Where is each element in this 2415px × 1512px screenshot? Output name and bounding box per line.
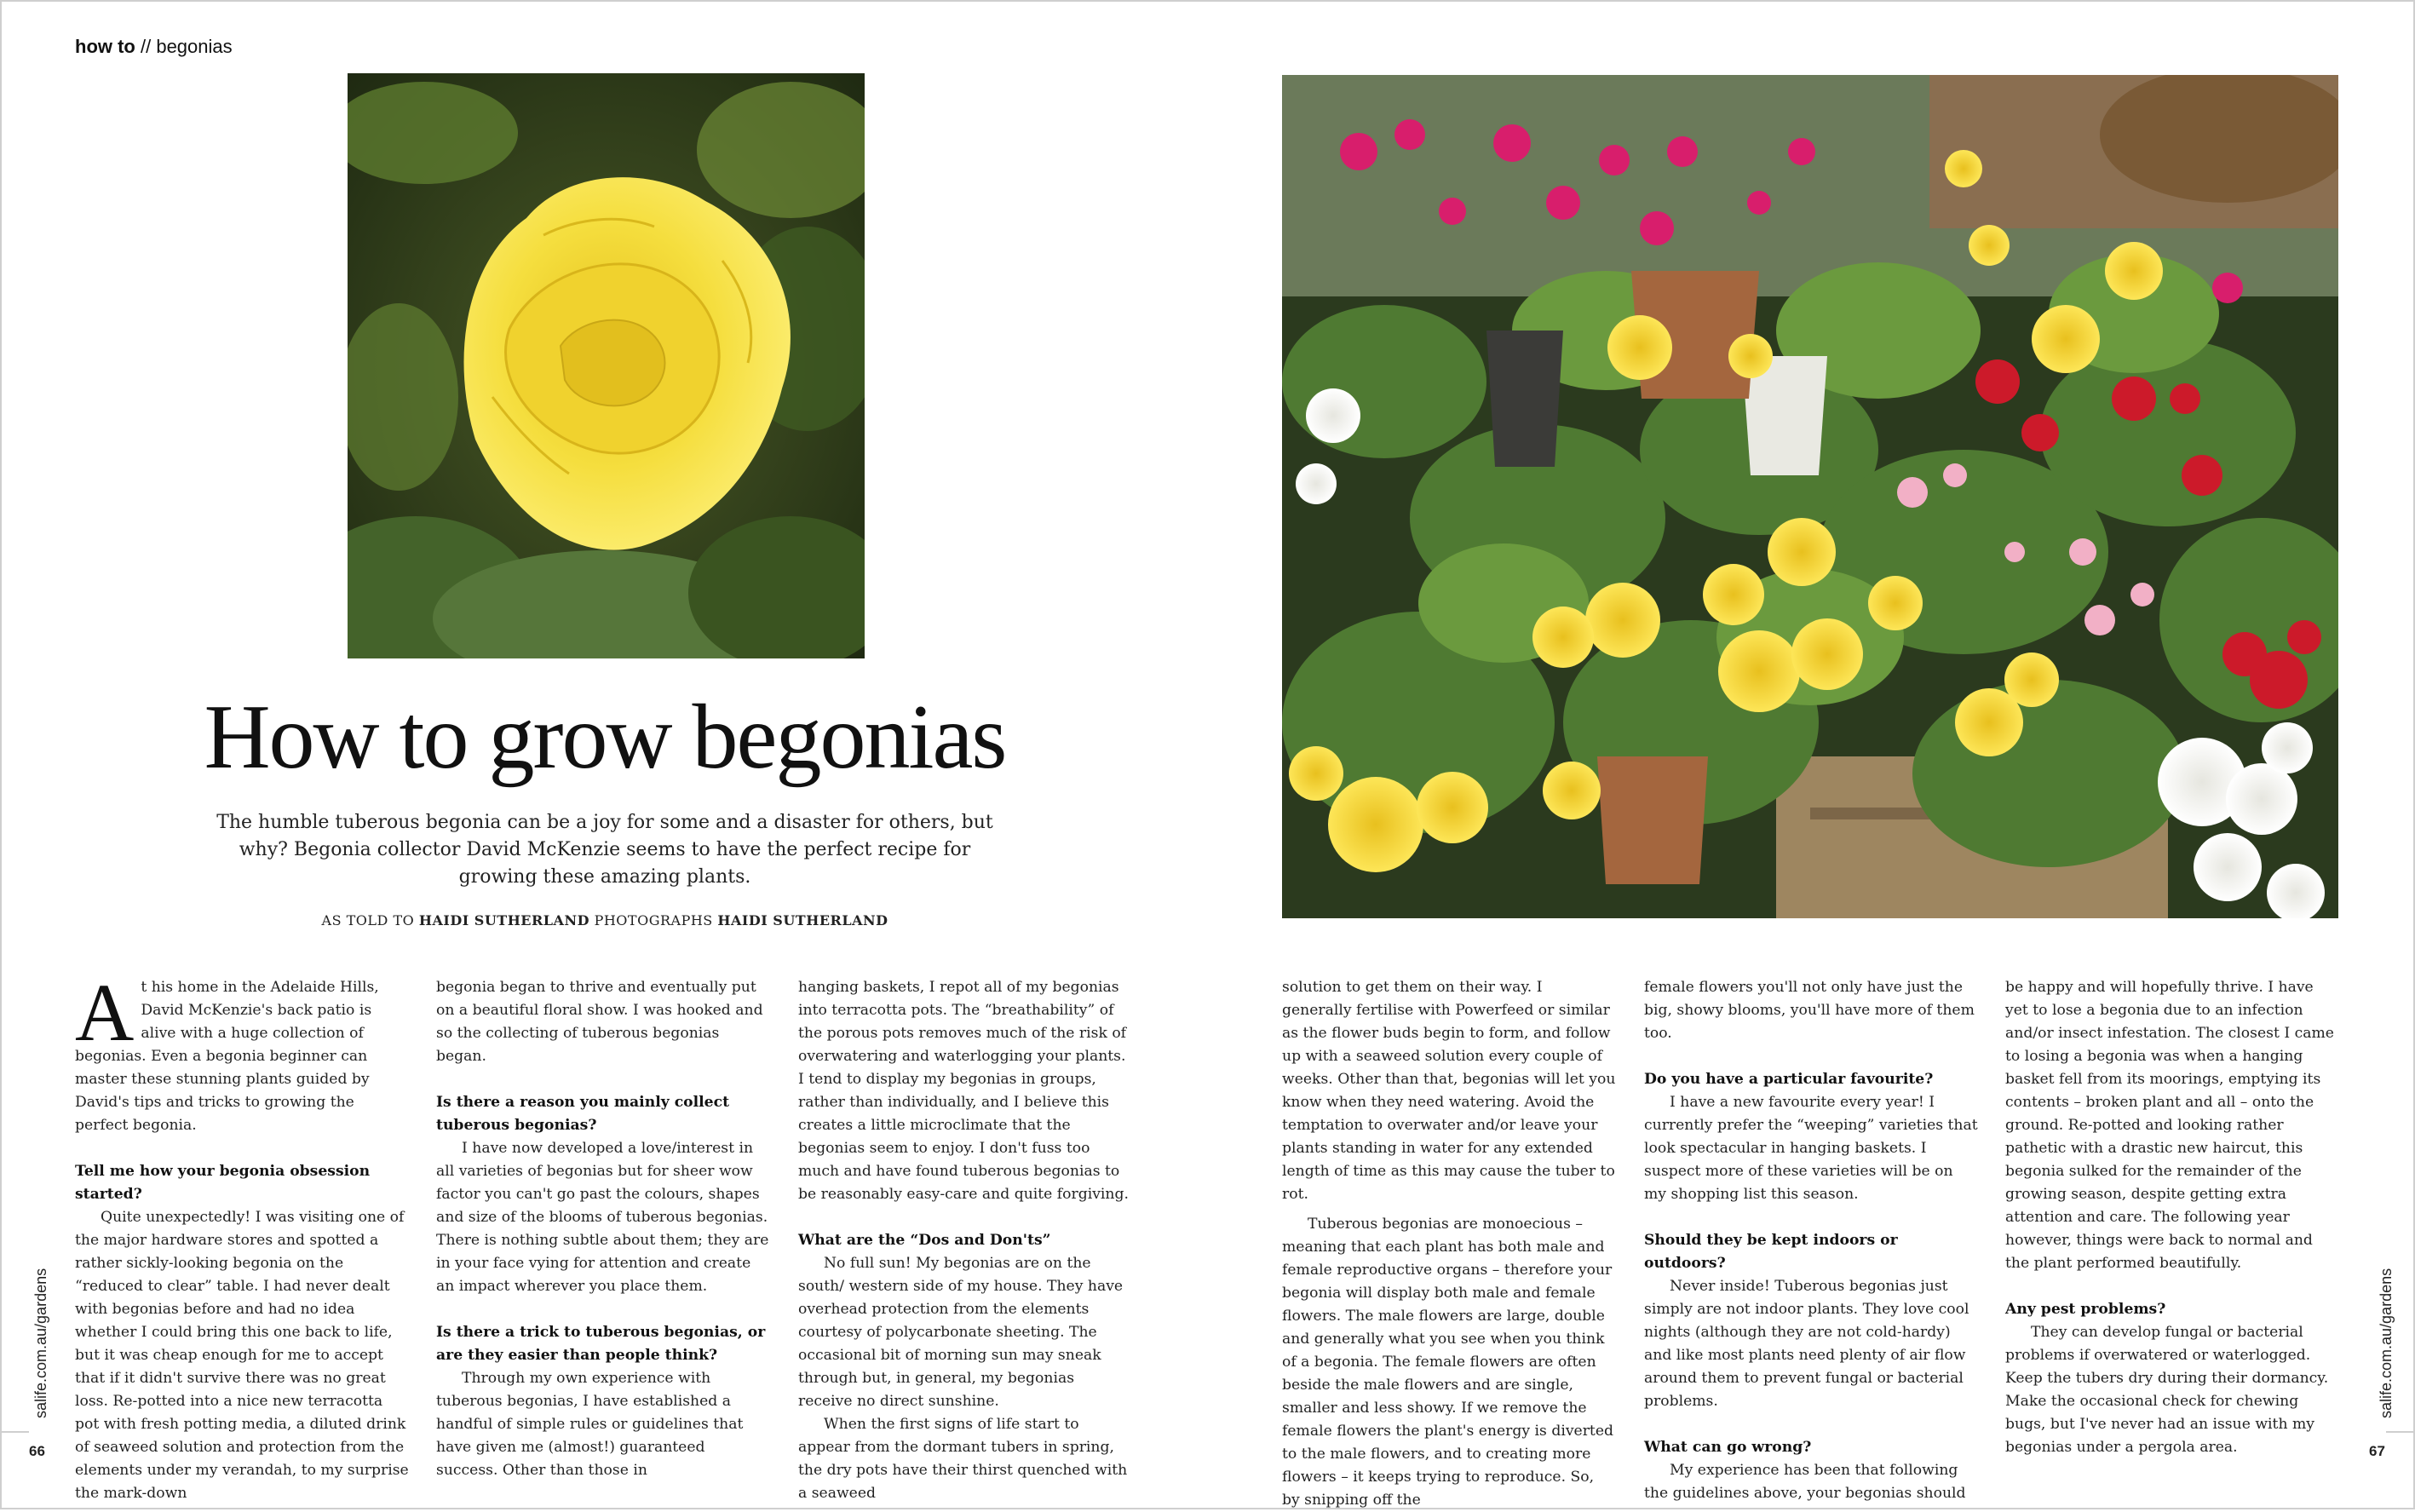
section-header <box>75 36 233 58</box>
byline-photographer: HAIDI SUTHERLAND <box>717 912 888 928</box>
body-column-1 <box>75 967 409 1505</box>
question-heading: Is there a reason you mainly collect tuberous begonias? <box>436 1094 730 1134</box>
answer-paragraph: They can develop fungal or bacterial problems if overwatered or waterlogged. Keep the tubers dry during their dormancy. Make the occasional check for chewing bugs, but I've never had an issue with my begonias under a pergola area. <box>2005 1324 2329 1456</box>
continued-paragraph: solution to get them on their way. I generally fertilise with Powerfeed or similar as the flower buds begin to form, and follow up with a seaweed solution every couple of weeks. Other than that, begonias will let you know when they need watering. Avoid the temptation to overwater and/or leave your plants standing in water for any extended length of time as this may cause the tuber to rot. <box>1282 979 1616 1203</box>
byline-author: HAIDI SUTHERLAND <box>418 912 589 928</box>
question-heading: What are the “Dos and Don'ts” <box>798 1232 1051 1249</box>
question-heading: Any pest problems? <box>2005 1301 2166 1318</box>
body-column-2 <box>436 976 770 1482</box>
footer-rule-left <box>0 1431 29 1433</box>
page-number-left: 66 <box>29 1443 45 1459</box>
section-label: how to <box>75 36 135 57</box>
answer-paragraph: I have now developed a love/interest in all varieties of begonias but for sheer wow factor you can't go past the colours, shapes and size of the blooms of tuberous begonias. There is nothing subtle about them; they are in your face vying for attention and create an impact wherever you place them. <box>436 1140 769 1295</box>
answer-paragraph: Quite unexpectedly! I was visiting one of the major hardware stores and spotted a rather sickly-looking begonia on the “reduced to clear” table. I had never dealt with begonias before and had no idea whether I could bring this one back to life, but it was cheap enough for me to accept that if it didn't survive there was no great loss. Re-potted into a nice new terracotta pot with fresh potting media, a diluted drink of seaweed solution and protection from the elements under my verandah, to my surprise the mark-down <box>75 1209 409 1502</box>
answer-paragraph: Never inside! Tuberous begonias just simply are not indoor plants. They love cool nights (although they are not cold-hardy) and like most plants need plenty of air flow around them to prevent fungal or bacterial problems. <box>1644 1278 1969 1410</box>
body-column-3 <box>798 976 1132 1505</box>
continued-paragraph: be happy and will hopefully thrive. I have yet to lose a begonia due to an infection and/or insect infestation. The closest I came to losing a begonia was when a hanging basket fell from its moorings, emptying its contents – broken plant and all – onto the ground. Re-potted and looking rather pathetic with a drastic new haircut, this begonia sulked for the remainder of the growing season, despite getting extra attention and care. The following year however, things were back to normal and the plant performed beautifully. <box>2005 979 2334 1272</box>
continued-paragraph: hanging baskets, I repot all of my begonias into terracotta pots. The “breathability” of the porous pots removes much of the risk of overwatering and waterlogging your plants. I tend to display my begonias in groups, rather than individually, and I believe this creates a little microclimate that the begonias seem to enjoy. I don't fuss too much and have found tuberous begonias to be reasonably easy-care and quite forgiving. <box>798 979 1129 1203</box>
left-page <box>0 0 1207 1509</box>
answer-paragraph: Tuberous begonias are monoecious – meaning that each plant has both male and female reproductive organs – therefore your begonia will display both male and female flowers. The male flowers are large, double and generally what you see when you think of a begonia. The female flowers are often beside the male flowers and are single, smaller and less showy. If we remove the female flowers the plant's energy is diverted to the male flowers, and to creating more flowers – it keeps trying to reproduce. So, by snipping off the <box>1282 1216 1614 1509</box>
continued-paragraph: begonia began to thrive and eventually put on a beautiful floral show. I was hooked and so the collecting of tuberous begonias began. <box>436 979 763 1065</box>
byline-told-prefix: AS TOLD TO <box>321 912 415 928</box>
question-heading: Do you have a particular favourite? <box>1644 1071 1934 1088</box>
begonia-display-photo <box>1282 75 2338 918</box>
answer-paragraph: Through my own experience with tuberous begonias, I have established a handful of simple rules or guidelines that have given me (almost!) guaranteed success. Other than those in <box>436 1370 744 1479</box>
byline <box>213 912 997 928</box>
continued-paragraph: female flowers you'll not only have just the big, showy blooms, you'll have more of them too. <box>1644 979 1975 1042</box>
yellow-begonia-illustration <box>348 73 865 658</box>
question-heading: What can go wrong? <box>1644 1439 1812 1456</box>
question-heading: Is there a trick to tuberous begonias, or are they easier than people think? <box>436 1324 766 1364</box>
byline-photo-prefix: PHOTOGRAPHS <box>594 912 713 928</box>
body-column-6 <box>2005 976 2339 1459</box>
section-separator: // <box>135 36 157 57</box>
right-page <box>1207 0 2415 1509</box>
answer-paragraph: I have a new favourite every year! I currently prefer the “weeping” varieties that look spectacular in hanging baskets. I suspect more of these varieties will be on my shopping list this season. <box>1644 1094 1978 1203</box>
standfirst: The humble tuberous begonia can be a joy for some and a disaster for others, but why? Begonia collector David McKenzie seems to have the perfect recipe for growing these amazing plants. <box>216 812 993 888</box>
intro-paragraph <box>75 967 409 1137</box>
answer-paragraph: No full sun! My begonias are on the south/ western side of my house. They have overhead protection from the elements courtesy of polycarbonate sheeting. The occasional bit of morning sun may sneak through but, in general, my begonias receive no direct sunshine. <box>798 1255 1124 1410</box>
yellow-begonia-photo <box>348 73 865 658</box>
question-heading: Tell me how your begonia obsession started? <box>75 1163 371 1203</box>
question-heading: Should they be kept indoors or outdoors? <box>1644 1232 1898 1272</box>
answer-paragraph: My experience has been that following the guidelines above, your begonias should <box>1644 1462 1966 1502</box>
sidebar-url-right: salife.com.au/gardens <box>2378 1268 2395 1418</box>
answer-paragraph: When the first signs of life start to appear from the dormant tubers in spring, the dry pots have their thirst quenched with a seaweed <box>798 1416 1128 1502</box>
body-column-5 <box>1644 976 1978 1505</box>
article-title: How to grow begonias <box>204 687 1006 788</box>
body-column-4 <box>1282 976 1616 1512</box>
intro-text: t his home in the Adelaide Hills, David McKenzie's back patio is alive with a huge collection of begonias. Even a begonia beginner can master these stunning plants guided by David's tips and tricks to growing the perfect begonia. <box>75 979 379 1134</box>
begonia-collection-illustration <box>1282 75 2338 918</box>
page-number-right: 67 <box>2369 1443 2385 1459</box>
sidebar-url-left: salife.com.au/gardens <box>32 1268 49 1418</box>
drop-cap: A <box>75 967 135 1058</box>
section-topic: begonias <box>156 36 233 57</box>
footer-rule-right <box>2386 1431 2415 1433</box>
